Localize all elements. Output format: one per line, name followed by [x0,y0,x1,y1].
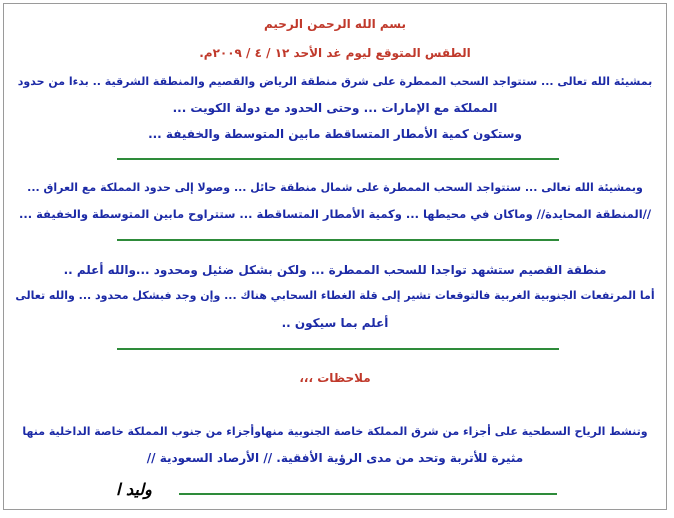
paragraph1-line3: وستكون كمية الأمطار المتساقطة مابين المتوسطة والخفيفة ... [148,127,522,141]
separator-line [117,158,559,160]
separator-line [117,348,559,350]
paragraph1-line2: المملكة مع الإمارات ... وحتى الحدود مع دولة الكويت ... [172,101,498,115]
paragraph3-line1: منطقة القصيم ستشهد تواجدا للسحب الممطرة ... ولكن بشكل ضئيل ومحدود ...والله أعلم .. [63,263,607,277]
notes-line2: مثيرة للأتربة وتحد من مدى الرؤية الأفقية. // الأرصاد السعودية // [146,451,524,465]
paragraph3-line2: أما المرتفعات الجنوبية الغربية فالتوقعات تشير إلى قلة الغطاء السحابي هناك ... وإن وجد فبشكل محدود ... والله تعالى [15,289,655,302]
document-frame [3,3,667,510]
notes-heading: ملاحظات ،،، [299,371,371,385]
basmala: بسم الله الرحمن الرحيم [263,17,407,31]
paragraph2-line1: وبمشيئة الله تعالى ... ستتواجد السحب الممطرة على شمال منطقة حائل ... وصولا إلى حدود المملكة مع العراق ... [27,181,643,194]
forecast-title: الطقس المتوقع ليوم غد الأحد ١٢ / ٤ / ٢٠٠٩م. [199,46,471,60]
notes-line1: وتنشط الرياح السطحية على أجزاء من شرق المملكة خاصة الجنوبية منهاوأجزاء من جنوب المملكة خاصة الداخلية منها [22,425,648,438]
paragraph1-line1: بمشيئة الله تعالى ... ستتواجد السحب الممطرة على شرق منطقة الرياض والقصيم والمنطقة الشرقية .. بدءا من حدود [17,75,653,88]
paragraph3-line3: أعلم بما سيكون .. [281,316,389,330]
separator-line [117,239,559,241]
signature-line [179,493,557,495]
signature: وليد ا [116,480,152,499]
paragraph2-line2: //المنطقة المحايدة// وماكان في محيطها ... وكمية الأمطار المتساقطة ... ستتراوح مابين المتوسطة والخفيفة ... [18,207,652,221]
